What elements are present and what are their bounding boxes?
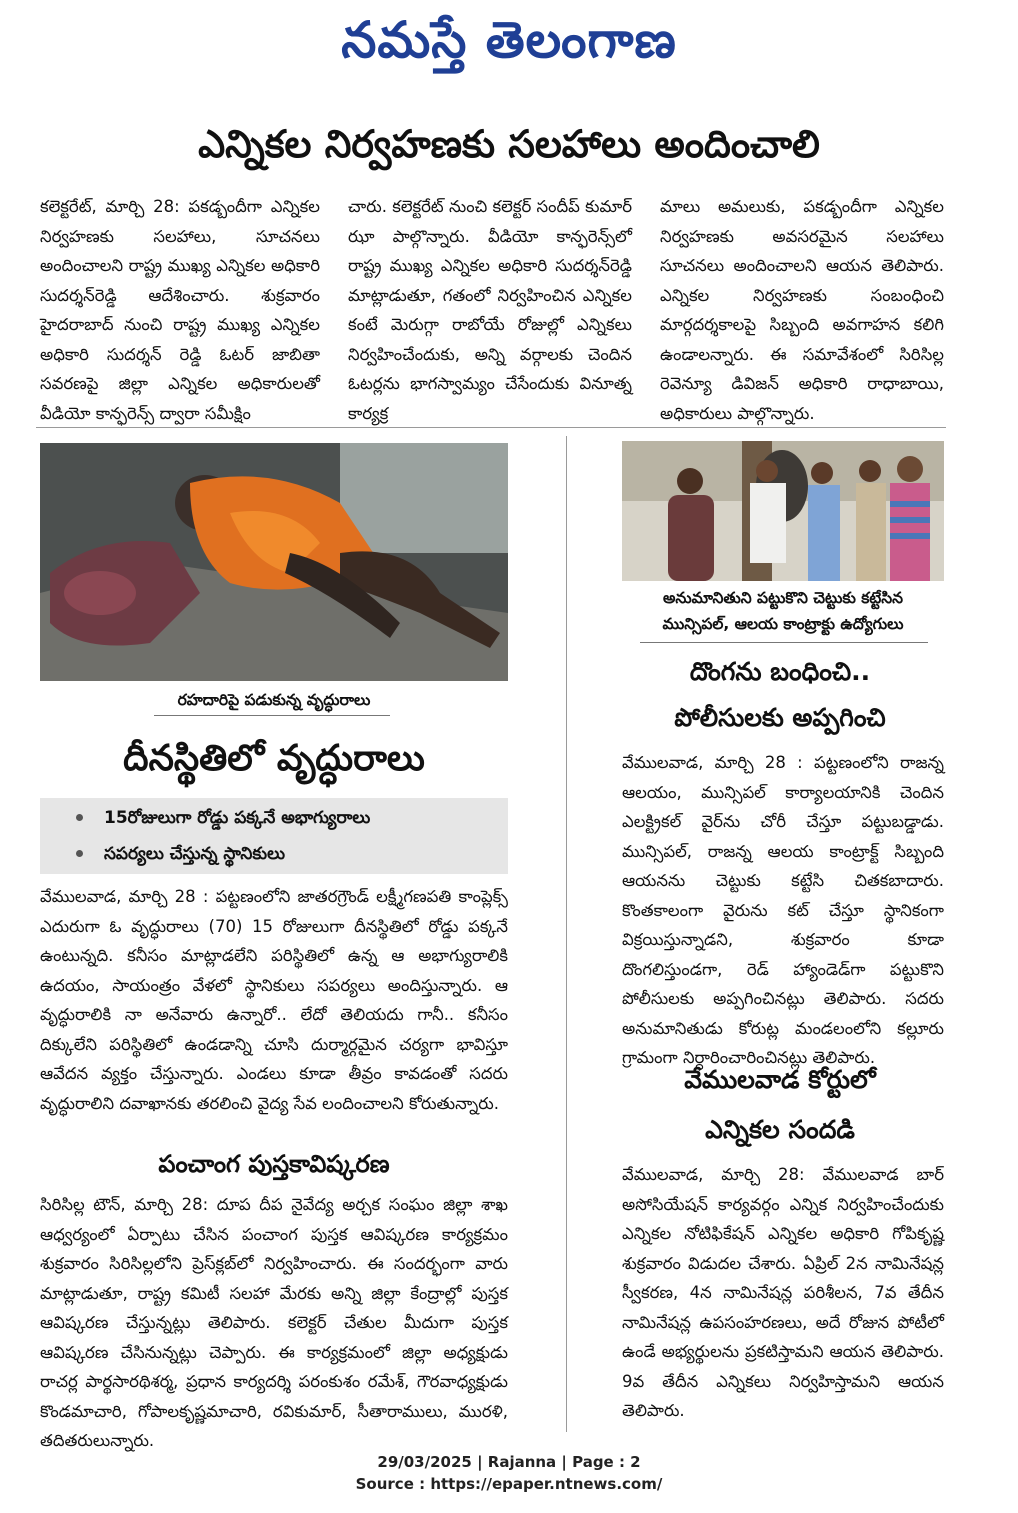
thief-headline-line-1: దొంగను బంధించి.. — [689, 657, 871, 686]
elderly-woman-article-text: వేములవాడ, మార్చి 28 : పట్టణంలోని జాతరగ్రౌండ్ లక్ష్మీగణపతి కాంప్లెక్స్ ఎదురుగా ఓ వృద్ధురాలు (70) 15 రోజులుగా దీనస్థితిలో రోడ్డు పక్కనే ఉంటున్నది. కనీసం మాట్లాడలేని పరిస్థితిలో ఉన్న ఆ అభాగ్యురాలికి ఉదయం, సాయంత్రం వేళలో స్థానికులు సపర్యలు అందిస్తున్నారు. ఆ వృద్ధురాలికి నా అనేవారు ఉన్నారో.. లేదో తెలియదు గానీ.. కనీసం దిక్కులేని పరిస్థితిలో ఉండడాన్ని చూసి దుర్మార్గమైన చర్యగా భావిస్తూ ఆవేదన వ్యక్తం చేస్తున్నారు. ఎండలు కూడా తీవ్రం కావడంతో సదరు వృద్ధురాలిని దవాఖానకు తరలించి వైద్య సేవ లందించాలని కోరుతున్నారు. — [40, 887, 508, 1113]
bullet-item — [40, 836, 508, 872]
caption-underline — [154, 715, 390, 716]
lead-article-text-2: చారు. కలెక్టరేట్ నుంచి కలెక్టర్ సందీప్ కుమార్ ఝా పాల్గొన్నారు. వీడియో కాన్ఫరెన్స్‌లో రాష్ట్ర ముఖ్య ఎన్నికల అధికారి సుదర్శన్‌రెడ్డి మాట్లాడుతూ, గతంలో నిర్వహించిన ఎన్నికల కంటే మెరుగ్గా రాబోయే రోజుల్లో ఎన్నికలు నిర్వహించేందుకు, అన్ని వర్గాలకు చెందిన ఓటర్లను భాగస్వామ్యం చేసేందుకు వినూత్న కార్యక్ర — [348, 197, 632, 423]
thief-caught-photo-illustration — [622, 441, 944, 581]
panchanga-headline: పంచాంగ పుస్తకావిష్కరణ — [158, 1150, 390, 1178]
elderly-woman-photo-illustration — [40, 443, 508, 681]
elderly-woman-photo — [40, 443, 508, 681]
lead-article-text-1: కలెక్టరేట్, మార్చి 28: పకడ్బందీగా ఎన్నికల నిర్వహణకు సలహాలు, సూచనలు అందించాలని రాష్ట్ర ముఖ్య ఎన్నికల అధికారి సుదర్శన్‌రెడ్డి ఆదేశించారు. శుక్రవారం హైదరాబాద్ నుంచి రాష్ట్ర ముఖ్య ఎన్నికల అధికారి సుదర్శన్ రెడ్డి ఓటర్ జాబితా సవరణపై జిల్లా ఎన్నికల అధికారులతో వీడియో కాన్ఫరెన్స్ ద్వారా సమీక్షిం — [40, 197, 320, 423]
highlight-bullets — [40, 798, 508, 874]
bullet-dot-icon — [76, 814, 83, 821]
panchanga-article-body — [40, 1190, 508, 1450]
court-article-text: వేములవాడ, మార్చి 28: వేములవాడ బార్ అసోసియేషన్ కార్యవర్గం ఎన్నిక నిర్వహించేందుకు ఎన్నికల నోటిఫికేషన్ ఎన్నికల అధికారి గోపికృష్ణ శుక్రవారం విడుదల చేశారు. ఏప్రిల్ 2న నామినేషన్ల స్వీకరణ, 4న నామినేషన్ల పరిశీలన, 7వ తేదీన నామినేషన్ల ఉపసంహరణలు, అదే రోజున పోటీలో ఉండే అభ్యర్థులను ప్రకటిస్తామని ఆయన తెలిపారు. 9వ తేదీన ఎన్నికలు నిర్వహిస్తామని ఆయన తెలిపారు. — [622, 1165, 944, 1420]
court-headline-line-1: వేములవాడ కోర్టులో — [684, 1065, 876, 1094]
court-article-body — [622, 1160, 944, 1430]
footer-date-edition: 29/03/2025 | Rajanna | Page : 2 — [377, 1453, 641, 1471]
bullet-item — [40, 800, 508, 836]
column-divider — [566, 436, 567, 1432]
newspaper-masthead: నమస్తే తెలంగాణ — [341, 11, 677, 69]
elderly-woman-photo-caption: రహదారిపై పడుకున్న వృద్ధురాలు — [177, 691, 371, 709]
elderly-woman-headline: దీనస్థితిలో వృద్ధురాలు — [123, 738, 425, 779]
footer-source-link[interactable]: Source : https://epaper.ntnews.com/ — [355, 1475, 663, 1493]
bullet-dot-icon — [76, 850, 83, 857]
section-divider — [36, 427, 946, 428]
lead-article-column-1 — [40, 192, 320, 423]
caption-underline — [640, 642, 928, 643]
bullet-text: 15రోజులుగా రోడ్డు పక్కనే అభాగ్యురాలు — [104, 808, 371, 828]
thief-article-text: వేములవాడ, మార్చి 28 : పట్టణంలోని రాజన్న ఆలయం, మున్సిపల్ కార్యాలయానికి చెందిన ఎలక్ట్రికల్ వైర్‌ను చోరీ చేస్తూ పట్టుబడ్డాడు. మున్సిపల్, రాజన్న ఆలయ కాంట్రాక్ట్ సిబ్బంది ఆయనను చెట్టుకు కట్టేసి చితకబాదారు. కొంతకాలంగా వైరును కట్ చేస్తూ స్థానికంగా విక్రయిస్తున్నాడని, శుక్రవారం కూడా దొంగలిస్తుండగా, రెడ్ హ్యాండెడ్‌గా పట్టుకొని పోలీసులకు అప్పగించినట్లు తెలిపారు. సదరు అనుమానితుడు కోరుట్ల మండలంలోని కల్లూరు గ్రామంగా నిర్ధారించారించినట్లు తెలిపారు. — [622, 753, 944, 1067]
thief-photo-caption-line-2: మున్సిపల్, ఆలయ కాంట్రాక్టు ఉద్యోగులు — [662, 615, 904, 633]
elderly-woman-article-body — [40, 882, 508, 1136]
court-headline-line-2: ఎన్నికల సందడి — [705, 1115, 855, 1144]
panchanga-article-text: సిరిసిల్ల టౌన్, మార్చి 28: దూప దీప నైవేద్య అర్చక సంఘం జిల్లా శాఖ ఆధ్వర్యంలో ఏర్పాటు చేసిన పంచాంగ పుస్తక ఆవిష్కరణ కార్యక్రమం శుక్రవారం సిరిసిల్లలోని ప్రెస్‌క్లబ్‌లో నిర్వహించారు. ఈ సందర్భంగా వారు మాట్లాడుతూ, రాష్ట్ర కమిటీ సలహా మేరకు అన్ని జిల్లా కేంద్రాల్లో పుస్తక ఆవిష్కరణ చేస్తున్నట్లు తెలిపారు. కలెక్టర్ చేతుల మీదుగా పుస్తక ఆవిష్కరణ చేసినున్నట్లు చెప్పారు. ఈ కార్యక్రమంలో జిల్లా అధ్యక్షుడు రాచర్ల పార్థసారథిశర్మ, ప్రధాన కార్యదర్శి పరంకుశం రమేశ్, గౌరవాధ్యక్షుడు కొండమాచారి, గోపాలకృష్ణమాచారి, రవికుమార్, సీతారాములు, మురళి, తదితరులున్నారు. — [40, 1195, 508, 1450]
lead-article-text-3: మాలు అమలుకు, పకడ్బందీగా ఎన్నికల నిర్వహణకు అవసరమైన సలహాలు సూచనలు అందించాలని ఆయన తెలిపారు. ఎన్నికల నిర్వహణకు సంబంధించి మార్గదర్శకాలపై సిబ్బంది అవగాహన కలిగి ఉండాలన్నారు. ఈ సమావేశంలో సిరిసిల్ల రెవెన్యూ డివిజన్ అధికారి రాధాబాయి, అధికారులు పాల్గొన్నారు. — [660, 197, 944, 423]
thief-photo-caption-line-1: అనుమానితుని పట్టుకొని చెట్టుకు కట్టేసిన — [662, 589, 904, 607]
main-headline: ఎన్నికల నిర్వహణకు సలహాలు అందించాలి — [198, 122, 820, 166]
thief-caught-photo — [622, 441, 944, 581]
thief-article-body — [622, 748, 944, 1067]
lead-article-column-2 — [348, 192, 632, 423]
bullet-text: సపర్యలు చేస్తున్న స్థానికులు — [104, 844, 286, 864]
thief-headline-line-2: పోలీసులకు అప్పగించి — [674, 703, 886, 732]
lead-article-column-3 — [660, 192, 944, 423]
